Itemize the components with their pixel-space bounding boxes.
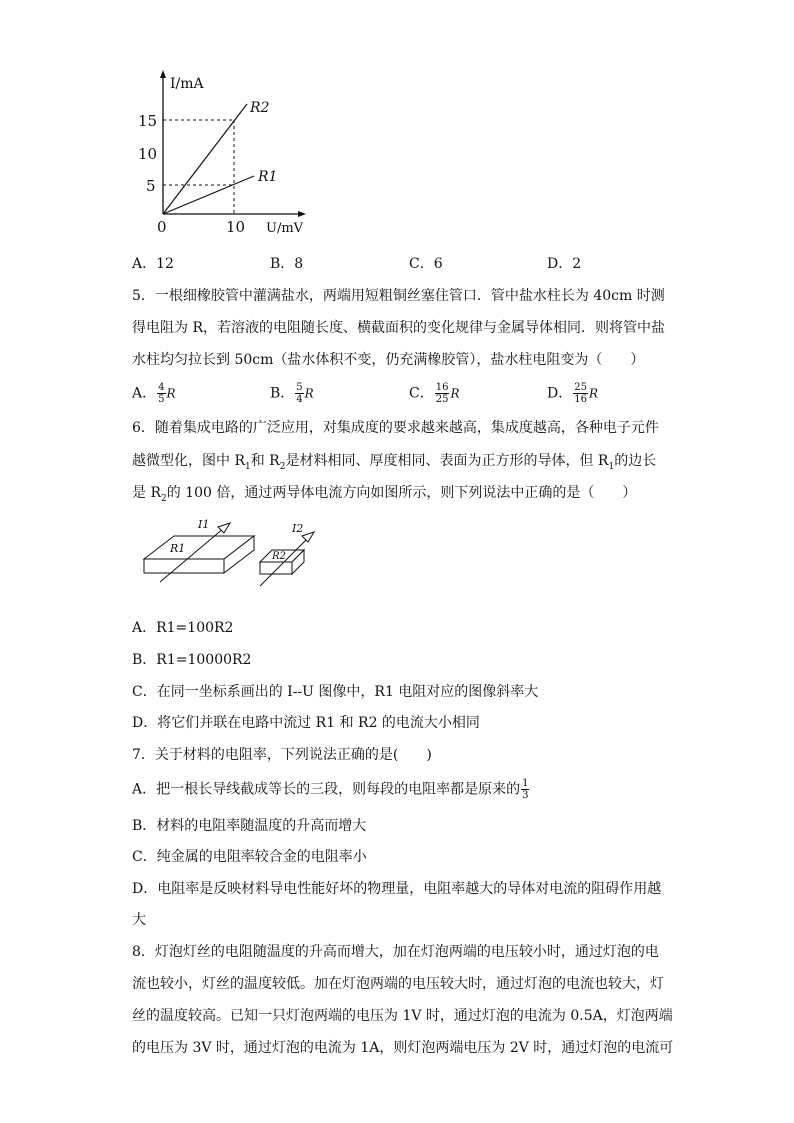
q5-option-c-den: 25 bbox=[435, 394, 449, 405]
q5-option-d-den: 16 bbox=[574, 394, 587, 405]
q6-line2-part-c: 是材料相同、厚度相同、表面为正方形的导体，但 R bbox=[285, 453, 609, 469]
r2-arrowhead bbox=[302, 532, 314, 542]
q5-option-b-num: 5 bbox=[296, 382, 303, 393]
q6-line2-sub-1: 1 bbox=[245, 461, 251, 472]
q6-option-a: A．R1=100R2 bbox=[132, 620, 234, 636]
r1-line bbox=[163, 176, 254, 214]
q5-option-c bbox=[409, 382, 460, 405]
q8-stem-line-2: 流也较小，灯丝的温度较低。加在灯泡两端的电压较大时，通过灯泡的电流也较大，灯 bbox=[132, 976, 664, 992]
q6-stem-line-2 bbox=[132, 451, 656, 477]
q7-option-b: B．材料的电阻率随温度的升高而增大 bbox=[132, 818, 367, 834]
q8-stem-line-3: 丝的温度较高。已知一只灯泡两端的电压为 1V 时，通过灯泡的电流为 0.5A，灯泡两端 bbox=[132, 1008, 673, 1024]
q8-stem-line-1: 8．灯泡灯丝的电阻随温度的升高而增大，加在灯泡两端的电压较小时，通过灯泡的电 bbox=[132, 944, 659, 960]
q8-stem-line-4: 的电压为 3V 时，通过灯泡的电流为 1A，则灯泡两端电压为 2V 时，通过灯泡的电流可 bbox=[132, 1040, 674, 1056]
q5-option-b-suffix: R bbox=[304, 386, 314, 401]
q5-option-c-num: 16 bbox=[435, 382, 449, 393]
i1-label: I1 bbox=[198, 518, 210, 531]
q6-line3-sub: 2 bbox=[161, 493, 167, 504]
q4-option-c: C．6 bbox=[409, 256, 443, 272]
q6-line2-part-d: 的边长 bbox=[614, 453, 657, 469]
q6-line3-part-b: 的 100 倍，通过两导体电流方向如图所示，则下列说法中正确的是（ ） bbox=[166, 485, 637, 501]
x-tick-10: 10 bbox=[226, 218, 246, 236]
y-tick-5: 5 bbox=[146, 177, 156, 195]
r1-block-label: R1 bbox=[170, 542, 186, 555]
q5-option-b-prefix: B． bbox=[270, 385, 295, 402]
r2-block-label: R2 bbox=[272, 551, 286, 562]
q5-option-c-suffix: R bbox=[450, 386, 460, 401]
q5-option-a-suffix: R bbox=[166, 386, 176, 401]
iu-graph bbox=[130, 68, 320, 238]
q6-stem-line-1: 6．随着集成电路的广泛应用，对集成度的要求越来越高，集成度越高，各种电子元件 bbox=[132, 420, 659, 436]
q7-option-a-den: 3 bbox=[522, 790, 529, 801]
y-tick-10: 10 bbox=[138, 145, 158, 163]
q6-line2-sub-2: 2 bbox=[279, 461, 286, 472]
q5-option-a-fraction bbox=[157, 382, 165, 405]
q7-option-a-fraction bbox=[521, 778, 529, 801]
q5-option-d-fraction bbox=[573, 382, 588, 405]
y-axis-arrow bbox=[160, 70, 166, 78]
q5-option-d bbox=[547, 382, 598, 405]
q6-option-d: D．将它们并联在电路中流过 R1 和 R2 的电流大小相同 bbox=[132, 715, 480, 731]
q4-option-d: D．2 bbox=[547, 256, 582, 272]
q7-option-d-line-1: D．电阻率是反映材料导电性能好坏的物理量，电阻率越大的导体对电流的阻碍作用越 bbox=[132, 881, 662, 897]
q7-option-a-text: A．把一根长导线截成等长的三段，则每段的电阻率都是原来的 bbox=[132, 781, 521, 798]
q7-stem: 7．关于材料的电阻率，下列说法正确的是( ) bbox=[132, 747, 432, 763]
q5-option-a-num: 4 bbox=[158, 382, 165, 393]
q5-option-a bbox=[132, 382, 176, 405]
q6-line2-part-b: 和 R bbox=[250, 453, 280, 469]
q4-option-a: A．12 bbox=[132, 256, 174, 272]
q5-option-d-suffix: R bbox=[588, 386, 599, 401]
r1-block bbox=[144, 536, 254, 573]
i2-label: I2 bbox=[292, 522, 304, 535]
x-axis-arrow bbox=[298, 211, 306, 217]
q6-line2-part-a: 越微型化，图中 R bbox=[132, 453, 245, 469]
q5-option-c-prefix: C． bbox=[409, 385, 434, 402]
q6-line3-part-a: 是 R bbox=[132, 485, 161, 501]
y-axis-label: I/mA bbox=[170, 76, 204, 92]
r1-label: R1 bbox=[258, 169, 278, 185]
x-axis-label: U/mV bbox=[266, 221, 304, 236]
q5-option-b bbox=[270, 382, 314, 405]
q6-option-c: C．在同一坐标系画出的 I--U 图像中，R1 电阻对应的图像斜率大 bbox=[132, 684, 539, 700]
y-tick-15: 15 bbox=[138, 112, 158, 130]
conductor-figure bbox=[132, 512, 342, 590]
q5-stem-line-2: 得电阻为 R，若溶液的电阻随长度、横截面积的变化规律与金属导体相同．则将管中盐 bbox=[132, 320, 665, 336]
q5-stem-line-1: 5．一根细橡胶管中灌满盐水，两端用短粗铜丝塞住管口．管中盐水柱长为 40cm 时测 bbox=[132, 288, 665, 304]
q5-option-a-den: 5 bbox=[158, 394, 165, 405]
q5-option-b-fraction bbox=[295, 382, 303, 405]
q6-line2-sub-3: 1 bbox=[608, 461, 615, 472]
q7-option-c: C．纯金属的电阻率较合金的电阻率小 bbox=[132, 849, 367, 865]
q5-option-b-den: 4 bbox=[296, 394, 303, 405]
q5-stem-line-3: 水柱均匀拉长到 50cm（盐水体积不变，仍充满橡胶管），盐水柱电阻变为（ ） bbox=[132, 352, 645, 368]
q7-option-a-num: 1 bbox=[522, 778, 529, 789]
origin-label: 0 bbox=[157, 218, 167, 236]
q4-option-b: B．8 bbox=[270, 256, 304, 272]
q7-option-a bbox=[132, 778, 530, 801]
q6-option-b: B．R1=10000R2 bbox=[132, 652, 252, 668]
q5-option-d-prefix: D． bbox=[547, 385, 573, 402]
q5-option-d-num: 25 bbox=[574, 382, 587, 393]
q5-option-a-prefix: A． bbox=[132, 385, 157, 402]
q6-stem-line-3 bbox=[132, 483, 636, 509]
q5-option-c-fraction bbox=[435, 382, 450, 405]
q7-option-d-line-2: 大 bbox=[132, 912, 146, 928]
r2-label: R2 bbox=[250, 100, 270, 116]
